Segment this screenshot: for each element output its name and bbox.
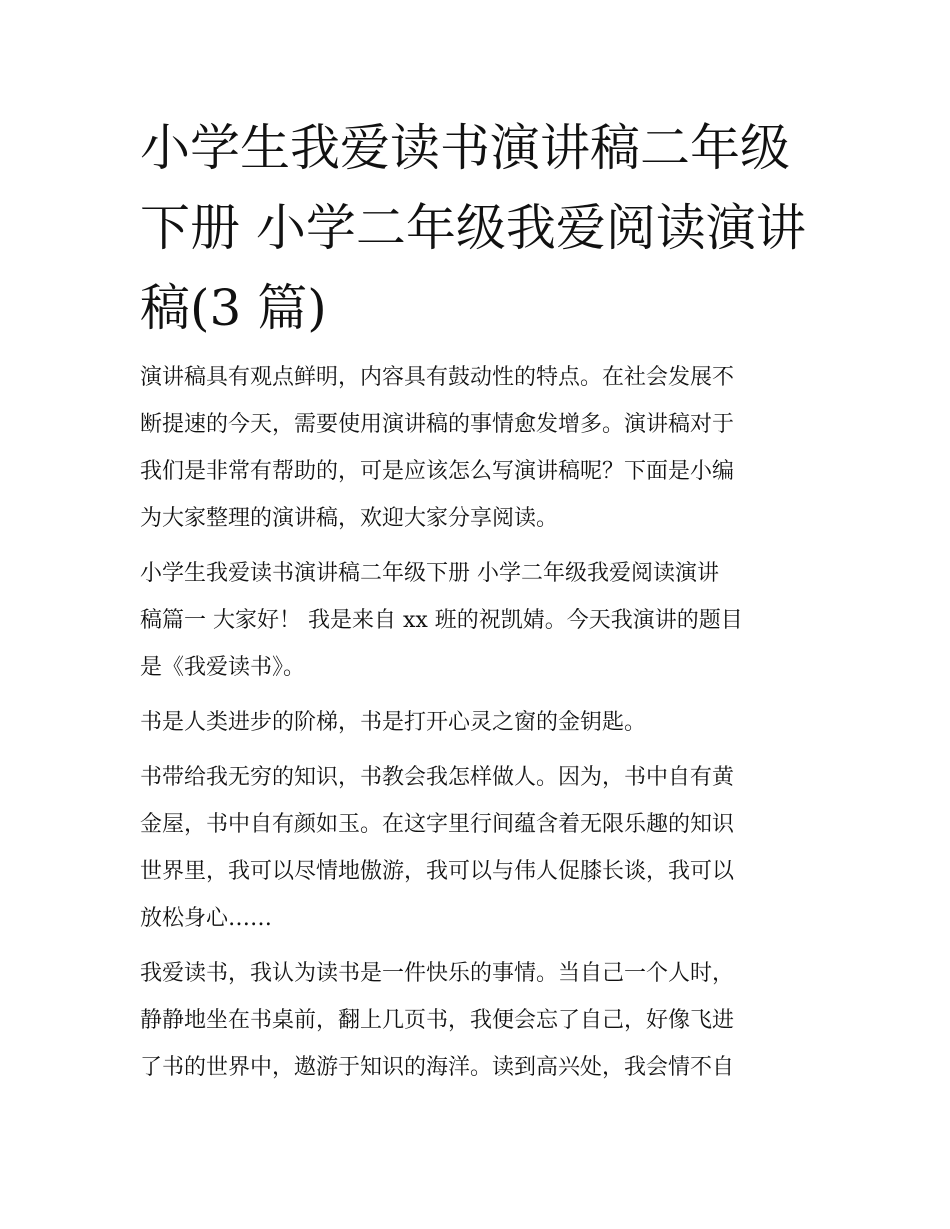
- text-line: 稿篇一 大家好！ 我是来自 xx 班的祝凯婧。今天我演讲的题目: [140, 608, 743, 633]
- title-line: 下册 小学二年级我爱阅读演讲: [140, 199, 806, 257]
- text-line: 我们是非常有帮助的，可是应该怎么写演讲稿呢？下面是小编: [140, 459, 735, 484]
- text-line: 是《我爱读书》。: [140, 655, 306, 680]
- text-line: 书是人类进步的阶梯，书是打开心灵之窗的金钥匙。: [140, 710, 647, 735]
- text-line: 金屋，书中自有颜如玉。在这字里行间蕴含着无限乐趣的知识: [140, 812, 735, 837]
- text-line: 放松身心……: [140, 906, 273, 931]
- document-body: [140, 354, 810, 1099]
- text-line: 为大家整理的演讲稿，欢迎大家分享阅读。: [140, 506, 559, 531]
- title-line: 小学生我爱读书演讲稿二年级: [140, 119, 790, 177]
- text-line: 了书的世界中，遨游于知识的海洋。读到高兴处，我会情不自: [140, 1055, 735, 1080]
- text-line: 书带给我无穷的知识，书教会我怎样做人。因为，书中自有黄: [140, 765, 735, 790]
- text-line: 静静地坐在书桌前，翻上几页书，我便会忘了自己，好像飞进: [140, 1008, 735, 1033]
- text-line: 小学生我爱读书演讲稿二年级下册 小学二年级我爱阅读演讲: [140, 561, 719, 586]
- text-line: 我爱读书，我认为读书是一件快乐的事情。当自己一个人时，: [140, 961, 735, 986]
- text-line: 演讲稿具有观点鲜明，内容具有鼓动性的特点。在社会发展不: [140, 365, 735, 390]
- paragraph-book-knowledge: [140, 754, 810, 942]
- text-line: 世界里，我可以尽情地傲游，我可以与伟人促膝长谈，我可以: [140, 859, 735, 884]
- title-line: 稿(3 篇): [140, 279, 327, 337]
- text-line: 断提速的今天，需要使用演讲稿的事情愈发增多。演讲稿对于: [140, 412, 735, 437]
- paragraph-book-ladder: [140, 699, 810, 746]
- paragraph-intro: [140, 354, 810, 542]
- paragraph-love-reading: [140, 950, 810, 1091]
- paragraph-speech-heading: [140, 550, 810, 691]
- document-title: [140, 108, 810, 348]
